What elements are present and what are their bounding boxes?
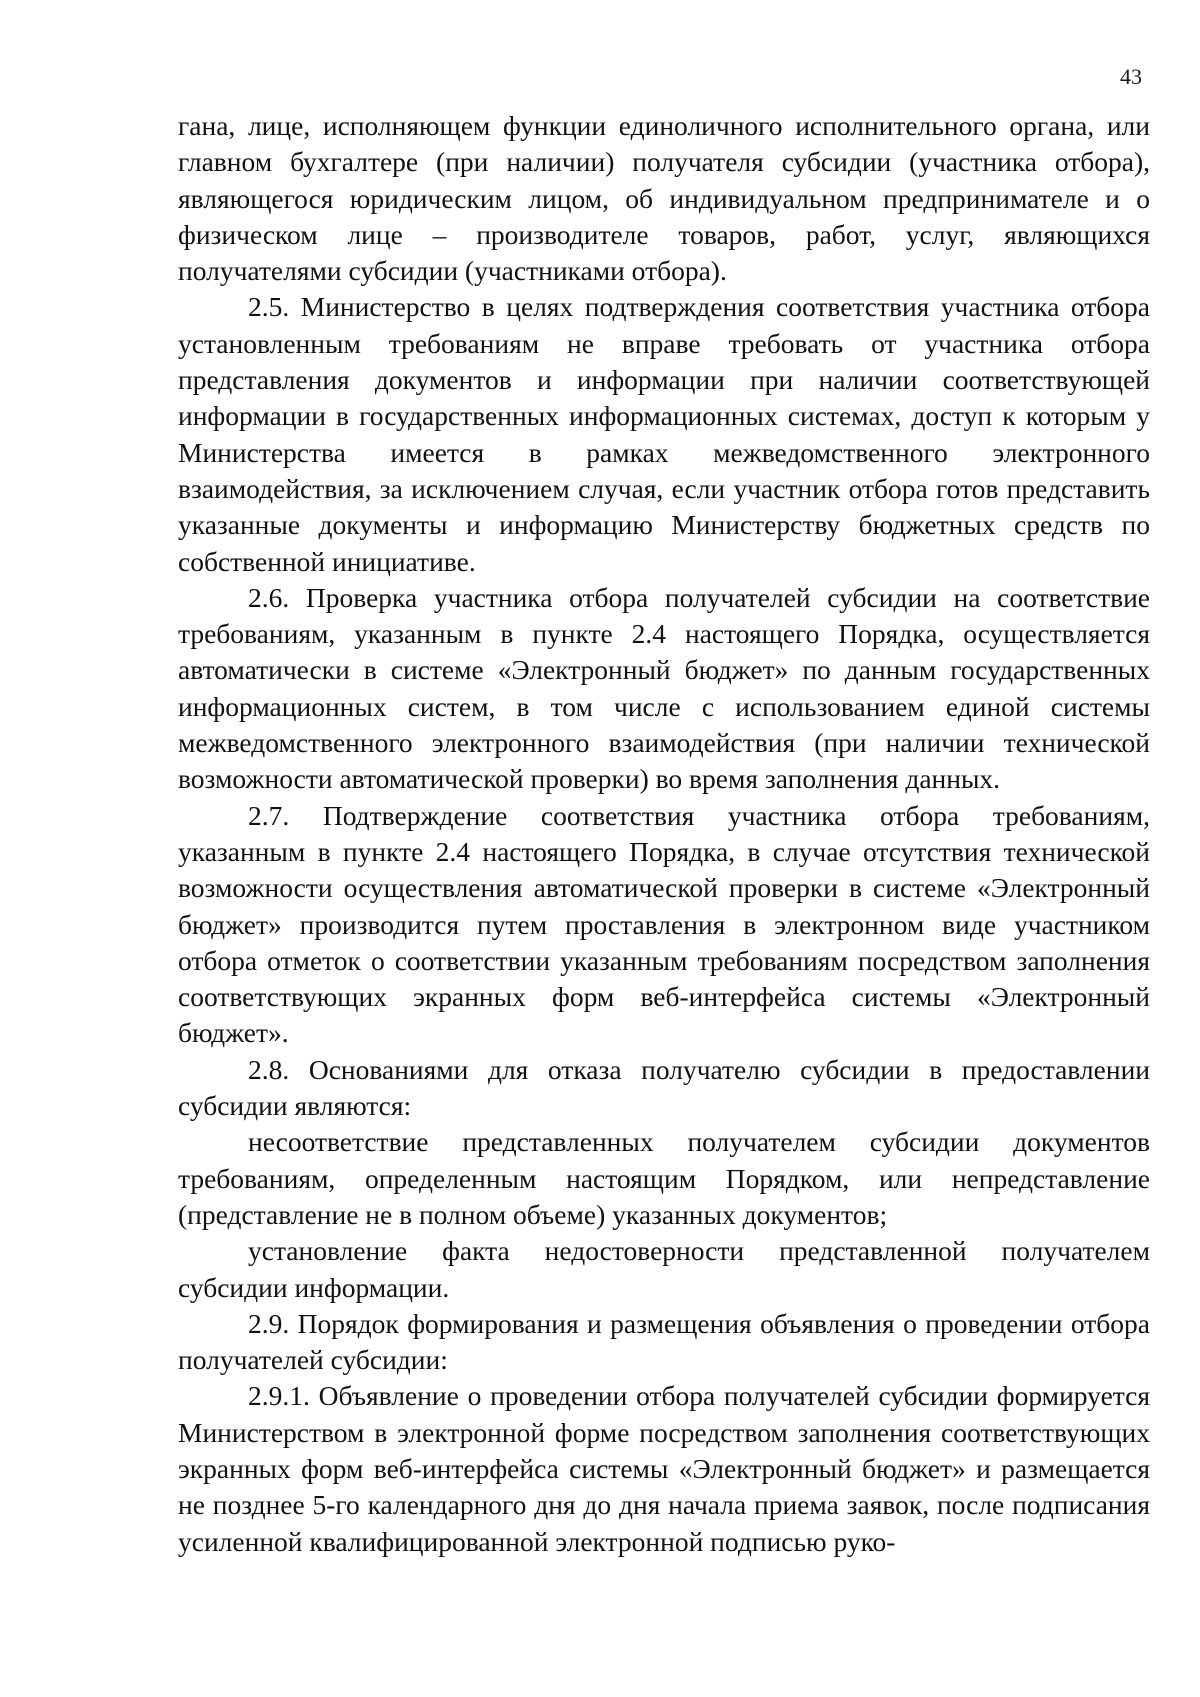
- paragraph-2-9-1: 2.9.1. Объявление о проведении отбора получателей субсидии формируется Министерством в электронной форме посредством заполнения соответствующих экранных форм веб-интерфейса системы «Электронный бюджет» и размещается не позднее 5-го календарного дня до дня начала приема заявок, после подписания усиленной квалифицированной электронной подписью руко-: [178, 1380, 1150, 1557]
- paragraph-continuation: гана, лице, исполняющем функции единоличного исполнительного органа, или главном бухгалтере (при наличии) получателя субсидии (участника отбора), являющегося юридическим лицом, об индивидуальном предпринимателе и о физическом лице – производителе товаров, работ, услуг, являющихся получателями субсидии (участниками отбора).: [178, 110, 1150, 287]
- paragraph-2-8-item-1: несоответствие представленных получателем субсидии документов требованиям, определенным настоящим Порядком, или непредставление (представление не в полном объеме) указанных документов;: [178, 1126, 1150, 1230]
- paragraph-2-6: 2.6. Проверка участника отбора получателей субсидии на соответствие требованиям, указанным в пункте 2.4 настоящего Порядка, осуществляется автоматически в системе «Электронный бюджет» по данным государственных информационных систем, в том числе с использованием единой системы межведомственного электронного взаимодействия (при наличии технической возможности автоматической проверки) во время заполнения данных.: [178, 581, 1150, 795]
- paragraph-2-8: 2.8. Основаниями для отказа получателю субсидии в предоставлении субсидии являются:: [178, 1053, 1150, 1122]
- page-number: 43: [1120, 64, 1142, 89]
- paragraph-2-8-item-2: установление факта недостоверности представленной получателем субсидии информации.: [178, 1235, 1150, 1303]
- paragraph-2-7: 2.7. Подтверждение соответствия участника отбора требованиям, указанным в пункте 2.4 настоящего Порядка, в случае отсутствия технической возможности осуществления автоматической проверки в системе «Электронный бюджет» производится путем проставления в электронном виде участником отбора отметок о соответствии указанным требованиям посредством заполнения соответствующих экранных форм веб-интерфейса системы «Электронный бюджет».: [178, 799, 1150, 1049]
- document-body: [178, 108, 1150, 1560]
- paragraph-2-5: 2.5. Министерство в целях подтверждения соответствия участника отбора установленным требованиям не вправе требовать от участника отбора представления документов и информации при наличии соответствующей информации в государственных информационных системах, доступ к которым у Министерства имеется в рамках межведомственного электронного взаимодействия, за исключением случая, если участник отбора готов представить указанные документы и информацию Министерству бюджетных средств по собственной инициативе.: [178, 291, 1150, 577]
- paragraph-2-9: 2.9. Порядок формирования и размещения объявления о проведении отбора получателей субсидии:: [178, 1307, 1150, 1376]
